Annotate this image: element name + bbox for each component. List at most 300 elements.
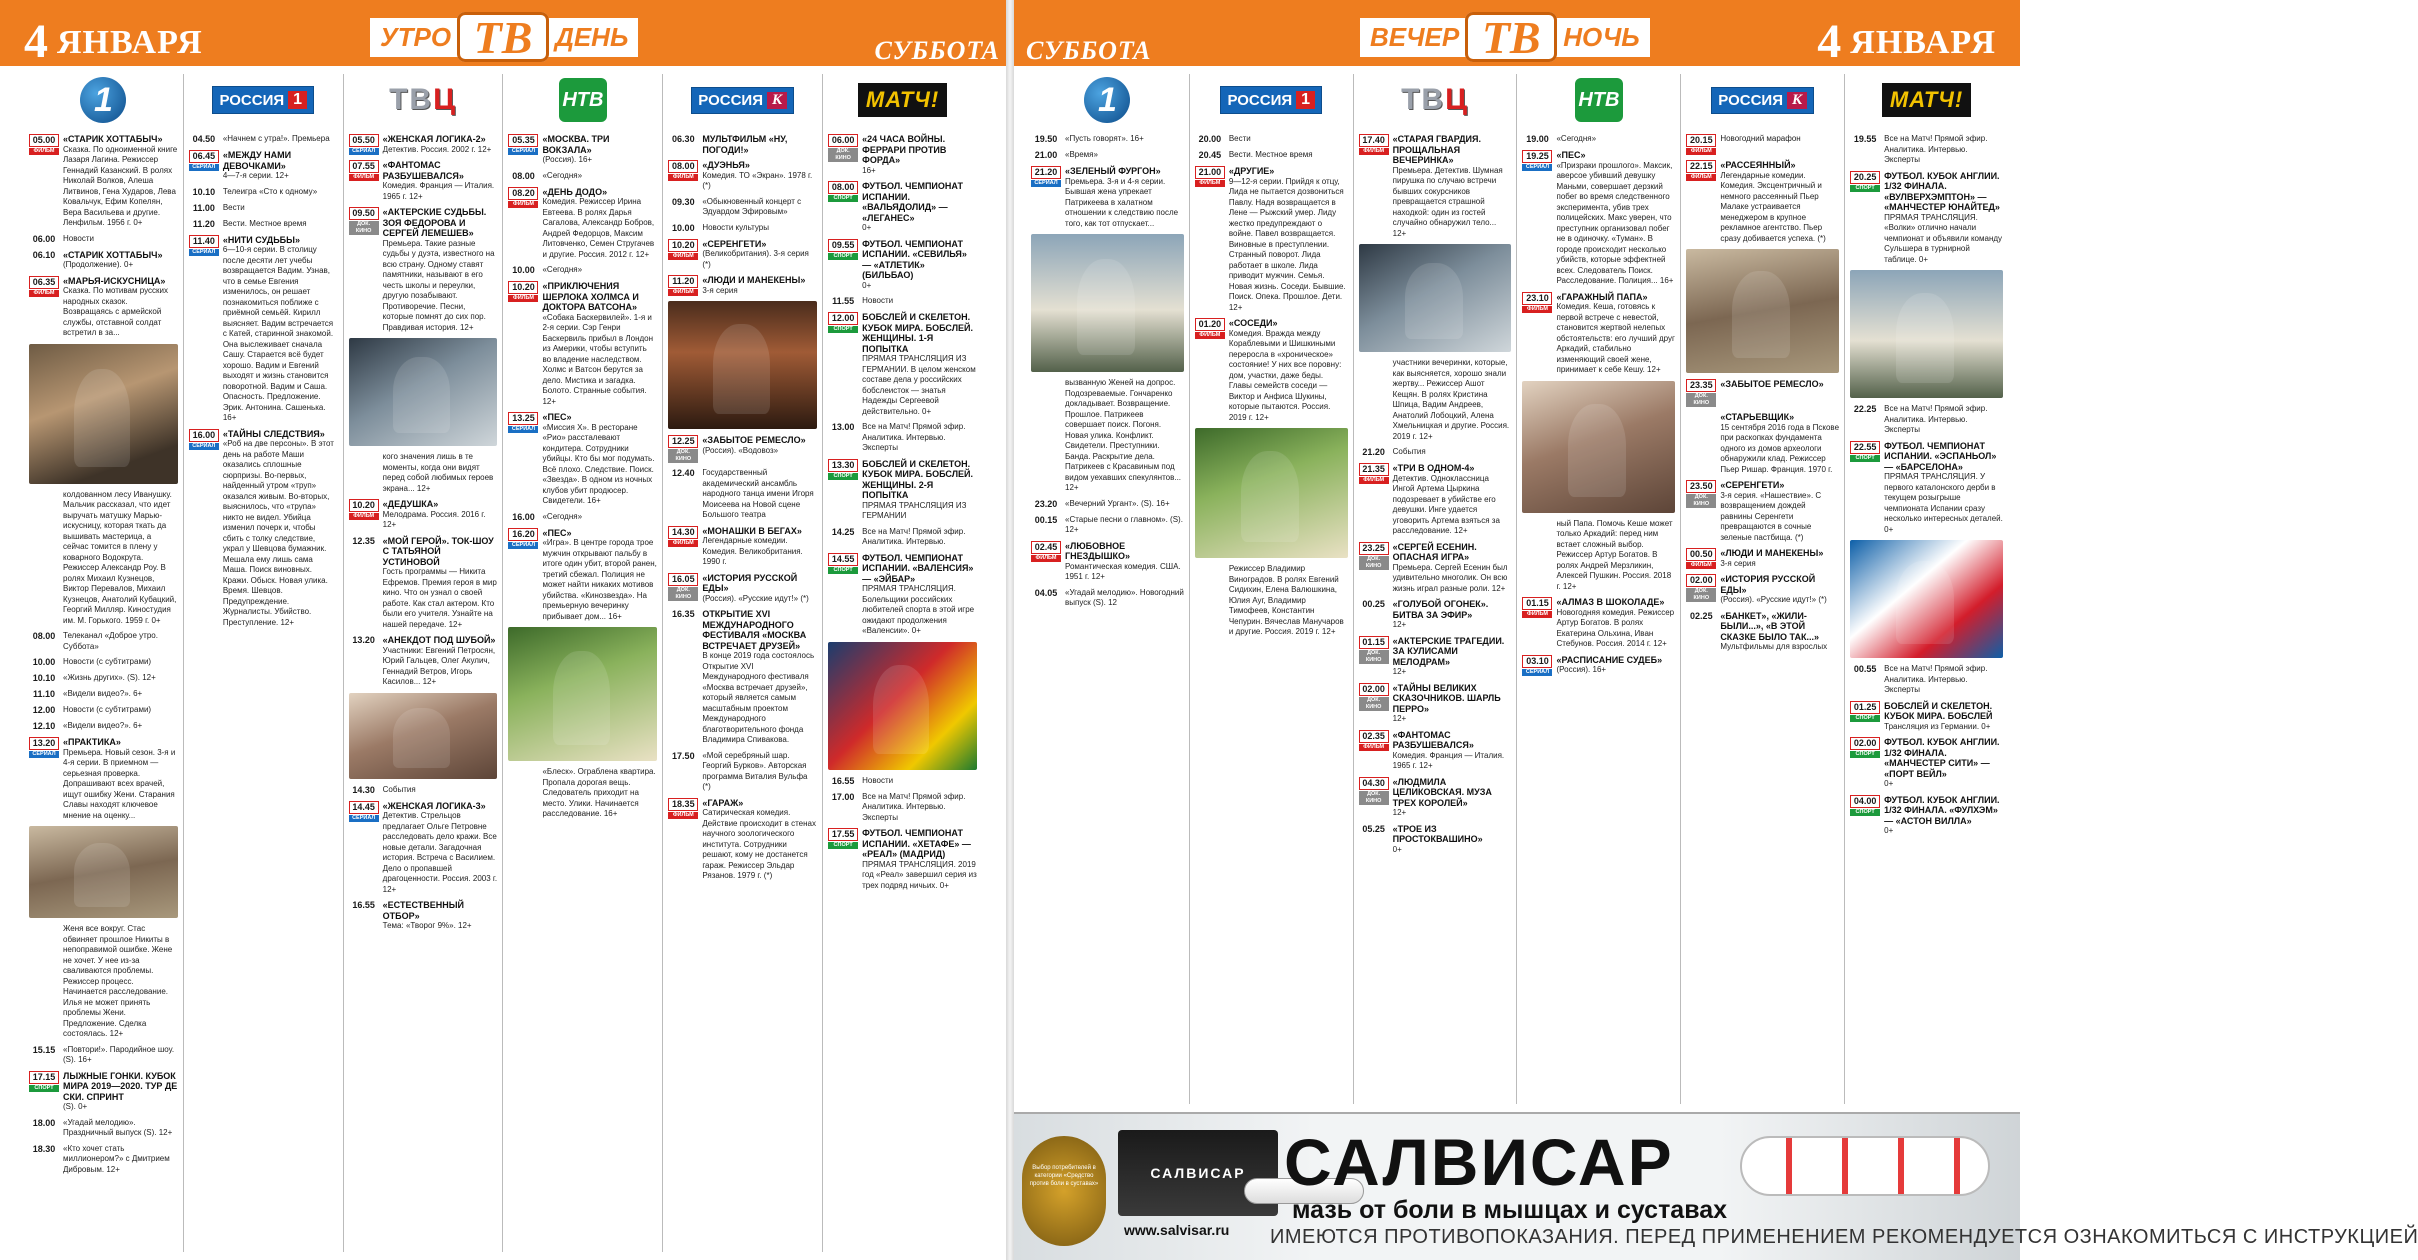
program-photo [29, 826, 178, 918]
program-entry[interactable] [29, 721, 178, 732]
program-text [1065, 378, 1184, 494]
program-entry[interactable] [29, 657, 178, 668]
program-entry[interactable] [1686, 412, 1839, 475]
time-cell [828, 553, 858, 637]
time-cell [1686, 160, 1716, 244]
award-badge-icon: Выбор потребителей в категории «Средство против боли в суставах» [1022, 1136, 1106, 1246]
program-description: 3-я серия [702, 285, 738, 295]
genre-label: ФИЛЬМ [1359, 148, 1389, 155]
program-title: «АКТЕРСКИЕ ТРАГЕДИИ. ЗА КУЛИСАМИ МЕЛОДРАМ» [1392, 635, 1505, 667]
program-entry[interactable] [1031, 515, 1184, 536]
program-entry[interactable] [668, 468, 817, 521]
program-entry[interactable] [349, 160, 498, 202]
program-description: Новости [862, 296, 894, 305]
genre-label: СЕРИАЛ [508, 542, 538, 549]
program-text [383, 160, 498, 202]
program-time: 17.55 [828, 828, 858, 841]
program-entry[interactable] [189, 134, 338, 145]
program-time: 17.50 [672, 750, 695, 761]
program-entry[interactable] [1850, 441, 2003, 536]
program-time: 14.30 [352, 784, 375, 795]
program-entry[interactable] [29, 631, 178, 652]
program-title: «МЕЖДУ НАМИ ДЕВОЧКАМИ» [222, 150, 292, 171]
program-entry[interactable] [1195, 150, 1348, 161]
program-entry[interactable] [29, 1144, 178, 1176]
program-entry[interactable] [668, 526, 817, 568]
genre-label: СЕРИАЛ [508, 148, 538, 155]
program-time: 10.20 [668, 239, 698, 252]
program-title: «ТРОЕ ИЗ ПРОСТОКВАШИНО» [1392, 823, 1483, 844]
program-description: Телеканал «Доброе утро. Суббота» [63, 631, 158, 651]
program-entry[interactable] [1522, 292, 1675, 376]
program-entry[interactable] [508, 265, 657, 276]
program-text [1556, 292, 1675, 376]
program-text [1229, 166, 1348, 313]
program-entry[interactable] [349, 452, 498, 494]
program-text [542, 281, 657, 407]
time-cell [29, 234, 59, 245]
program-time: 02.45 [1031, 541, 1061, 554]
program-entry[interactable] [508, 528, 657, 623]
program-entry[interactable] [29, 705, 178, 716]
time-cell [828, 527, 858, 548]
time-cell [828, 312, 858, 417]
program-title: «ДЕНЬ ДОДО» [542, 186, 608, 197]
time-cell [29, 1071, 59, 1113]
date-right: 4 ЯНВАРЯ [1817, 15, 1996, 68]
time-cell [29, 1144, 59, 1176]
program-description: «Сегодня» [542, 511, 583, 521]
program-time: 15.15 [32, 1044, 56, 1055]
program-entry[interactable] [828, 312, 977, 417]
program-time: 06.00 [32, 233, 56, 244]
program-text [542, 171, 657, 182]
program-entry[interactable] [29, 924, 178, 1040]
program-time: 11.00 [192, 202, 215, 213]
program-entry[interactable] [349, 207, 498, 333]
program-entry[interactable] [828, 181, 977, 234]
program-entry[interactable] [29, 490, 178, 627]
time-cell [668, 275, 698, 296]
program-description: Премьера. Сергей Есенин был удивительно многолик. Он всю жизнь играл разные роли. 12+ [1392, 562, 1508, 593]
program-entry[interactable] [668, 239, 817, 271]
genre-label: ДОК. КИНО [1359, 791, 1389, 805]
program-entry[interactable] [668, 275, 817, 296]
program-text [862, 553, 977, 637]
program-text [63, 657, 178, 668]
time-cell [1850, 701, 1880, 733]
program-time: 12.40 [672, 468, 695, 478]
program-description: Все на Матч! Прямой эфир. Аналитика. Интервью. Эксперты [1884, 404, 1988, 434]
time-cell [1850, 795, 1880, 837]
program-time: 00.25 [1362, 599, 1385, 609]
program-text [63, 250, 178, 271]
program-text [1229, 318, 1348, 423]
program-photo [668, 301, 817, 429]
program-text [702, 134, 817, 155]
program-entry[interactable] [1850, 404, 2003, 436]
program-time: 11.20 [192, 218, 215, 229]
program-entry[interactable] [1686, 160, 1839, 244]
program-description: «Жизнь других». (S). 12+ [63, 673, 156, 682]
program-title: «ДЕДУШКА» [382, 499, 439, 509]
program-description: Комедия. Вражда между Кораблевыми и Шишкиными переросла в «хроническое» состояние! У них все поровну: дом, участки, даже беды. Главы семейств соседи — Виктор и Анфиса Шукины, которые пытаются. Россия. 2019 г. 12+ [1228, 328, 1342, 422]
program-title: ФУТБОЛ. ЧЕМПИОНАТ ИСПАНИИ. «ВАЛЕНСИЯ» — «ЭЙБАР» [862, 552, 974, 584]
program-entry[interactable] [1686, 379, 1839, 407]
program-entry[interactable] [1850, 171, 2003, 266]
program-entry[interactable] [828, 296, 977, 307]
program-entry[interactable] [668, 223, 817, 234]
program-entry[interactable] [349, 635, 498, 688]
time-cell [29, 1118, 59, 1139]
program-entry[interactable] [1195, 318, 1348, 423]
program-entry[interactable] [349, 801, 498, 896]
program-title: ЛЫЖНЫЕ ГОНКИ. КУБОК МИРА 2019—2020. ТУР ДЕ СКИ. СПРИНТ [63, 1070, 178, 1102]
program-time: 01.25 [1850, 701, 1880, 714]
program-entry[interactable] [1031, 499, 1184, 510]
time-cell [189, 235, 219, 424]
program-title: «ИСТОРИЯ РУССКОЙ ЕДЫ» [1720, 574, 1816, 595]
program-title: ОТКРЫТИЕ XVI МЕЖДУНАРОДНОГО ФЕСТИВАЛЯ «МОСКВА ВСТРЕЧАЕТ ДРУЗЕЙ» [702, 609, 807, 651]
program-title: ФУТБОЛ. ЧЕМПИОНАТ ИСПАНИИ. «СЕВИЛЬЯ» — «АТЛЕТИК» (БИЛЬБАО) [862, 238, 967, 280]
program-entry[interactable] [828, 828, 977, 891]
time-cell [1850, 664, 1880, 696]
genre-label: ДОК. КИНО [1686, 588, 1716, 602]
program-text [383, 900, 498, 932]
program-title: ФУТБОЛ. ЧЕМПИОНАТ ИСПАНИИ. «ВАЛЬЯДОЛИД» — «ЛЕГАНЕС» [862, 181, 963, 223]
program-entry[interactable] [1359, 777, 1512, 819]
time-cell [1359, 730, 1389, 772]
time-cell [828, 296, 858, 307]
program-text [63, 631, 178, 652]
program-text [1720, 480, 1839, 543]
time-cell [668, 160, 698, 192]
program-entry[interactable] [828, 459, 977, 522]
time-cell [1522, 655, 1552, 676]
program-time: 11.20 [668, 275, 698, 288]
program-entry[interactable] [1359, 447, 1512, 458]
program-entry[interactable] [189, 187, 338, 198]
program-entry[interactable] [1686, 548, 1839, 569]
time-cell [1850, 737, 1880, 790]
program-entry[interactable] [1522, 519, 1675, 593]
program-entry[interactable] [349, 536, 498, 631]
program-title: «ЗАБЫТОЕ РЕМЕСЛО» [702, 435, 806, 445]
program-entry[interactable] [29, 134, 178, 229]
program-description: (Великобритания). 3-я серия (*) [702, 249, 809, 269]
program-entry[interactable] [189, 219, 338, 230]
program-description: «Сегодня» [542, 265, 583, 274]
program-entry[interactable] [1359, 463, 1512, 537]
genre-label: ФИЛЬМ [1359, 477, 1389, 484]
channel-column [502, 74, 662, 1252]
schedule-columns-right [1026, 74, 2008, 1104]
program-time: 05.50 [349, 134, 379, 147]
time-cell [668, 751, 698, 793]
program-title: «МАРЬЯ-ИСКУСНИЦА» [63, 275, 166, 286]
program-time: 19.25 [1522, 150, 1552, 163]
program-entry[interactable] [1359, 134, 1512, 239]
genre-label: ФИЛЬМ [29, 148, 59, 155]
time-cell [1359, 599, 1389, 631]
program-entry[interactable] [1031, 588, 1184, 609]
genre-label: СПОРТ [1850, 185, 1880, 192]
channel-column [1516, 74, 1680, 1104]
program-entry[interactable] [29, 737, 178, 821]
program-entry[interactable] [668, 573, 817, 605]
time-cell [1686, 574, 1716, 606]
program-text [862, 422, 977, 454]
program-entry[interactable] [668, 435, 817, 463]
program-entry[interactable] [508, 412, 657, 507]
program-entry[interactable] [1031, 378, 1184, 494]
program-entry[interactable] [1522, 655, 1675, 676]
program-entry[interactable] [668, 798, 817, 882]
program-entry[interactable] [1031, 541, 1184, 583]
program-entry[interactable] [349, 134, 498, 155]
channel-column [662, 74, 822, 1252]
program-text [1556, 150, 1675, 287]
program-entry[interactable] [668, 134, 817, 155]
program-entry[interactable] [508, 767, 657, 820]
program-entry[interactable] [508, 187, 657, 261]
program-text [1884, 171, 2003, 266]
genre-label: ФИЛЬМ [668, 174, 698, 181]
program-entry[interactable] [1195, 134, 1348, 145]
genre-label: ФИЛЬМ [668, 812, 698, 819]
program-time: 04.05 [1034, 587, 1058, 598]
program-time: 09.30 [672, 196, 695, 207]
program-entry[interactable] [29, 689, 178, 700]
program-time: 10.10 [192, 186, 216, 197]
time-cell [349, 160, 379, 202]
time-cell [1522, 292, 1552, 376]
program-text [542, 265, 657, 276]
program-text [1393, 358, 1512, 442]
program-description: «Игра». В центре города трое мужчин открывают пальбу в итоге один убит, второй ранен, третий сбежал. Полиция не может найти никаких мотивов убийства. «Кинозвезда». На премьерную вечеринку прибывает дом... 16+ [542, 538, 657, 621]
program-time: 06.00 [828, 134, 858, 147]
program-entry[interactable] [828, 792, 977, 824]
time-cell [29, 673, 59, 684]
salvisar-advertisement[interactable] [1014, 1112, 2418, 1260]
program-time: 22.25 [1853, 404, 1877, 414]
program-entry[interactable] [349, 785, 498, 796]
time-cell [1686, 548, 1716, 569]
program-entry[interactable] [668, 609, 817, 746]
program-entry[interactable] [1031, 166, 1184, 229]
program-entry[interactable] [1850, 664, 2003, 696]
program-entry[interactable] [1686, 611, 1839, 653]
genre-label: СПОРТ [828, 842, 858, 849]
genre-label: ФИЛЬМ [1195, 332, 1225, 339]
program-entry[interactable] [1359, 824, 1512, 856]
program-entry[interactable] [1031, 134, 1184, 145]
program-entry[interactable] [1686, 134, 1839, 155]
time-cell [1031, 150, 1061, 161]
time-cell [1195, 150, 1225, 161]
time-cell [1031, 166, 1061, 229]
program-entry[interactable] [29, 673, 178, 684]
program-title: «РАСПИСАНИЕ СУДЕБ» [1556, 654, 1663, 665]
program-time: 19.50 [1034, 134, 1058, 144]
genre-label: ФИЛЬМ [1195, 180, 1225, 187]
time-cell [349, 452, 379, 494]
program-time: 17.00 [831, 791, 855, 802]
program-time: 14.25 [831, 526, 855, 537]
program-photo [1195, 428, 1348, 558]
program-entry[interactable] [1195, 564, 1348, 638]
right-page [1014, 0, 2418, 1260]
time-cell [1850, 404, 1880, 436]
program-entry[interactable] [189, 429, 338, 629]
program-time: 10.20 [508, 281, 538, 294]
program-entry[interactable] [1359, 730, 1512, 772]
program-time: 13.00 [831, 422, 855, 432]
program-description: Вести [1228, 134, 1251, 143]
program-photo [508, 627, 657, 761]
program-description: «Блеск». Ограблена квартира. Пропала дорогая вещь. Следователь приходит на место. Улики. Начинается расследование. 16+ [542, 767, 656, 818]
program-entry[interactable] [29, 234, 178, 245]
program-text [63, 1118, 178, 1139]
genre-label: ДОК. КИНО [668, 587, 698, 601]
program-title: БОБСЛЕЙ И СКЕЛЕТОН. КУБОК МИРА. БОБСЛЕЙ. ЖЕНЩИНЫ. 1-Я ПОПЫТКА [862, 312, 973, 354]
program-description: «Мой серебряный шар. Георгий Бурков». Авторская программа Виталия Вульфа (*) [702, 750, 808, 791]
time-cell [1686, 134, 1716, 155]
program-entry[interactable] [1850, 134, 2003, 166]
program-entry[interactable] [828, 553, 977, 637]
program-description: вызванную Женей на допрос. Подозреваемые. Гончаренко докладывает. Возвращение. Прошлое. Патрикеев совершает поиск. Погоня. Новая улика. Конфликт. Свидетели. Преступники. Банда. Раскрытие дела. Патрикеев с Красавиным под видом уехавших спекулянтов... 12+ [1065, 378, 1182, 492]
program-text [1393, 636, 1512, 678]
genre-label: ДОК. КИНО [1686, 393, 1716, 407]
program-title: МУЛЬТФИЛЬМ «НУ, ПОГОДИ!» [702, 134, 788, 155]
tvc-logo-icon: ТВЦ [389, 83, 458, 116]
program-entry[interactable] [1522, 150, 1675, 287]
program-entry[interactable] [29, 1045, 178, 1066]
time-cell [1359, 134, 1389, 239]
program-entry[interactable] [1359, 358, 1512, 442]
program-entry[interactable] [1850, 737, 2003, 790]
program-entry[interactable] [1195, 166, 1348, 313]
tv-logo-icon: ТВ [457, 12, 549, 62]
time-cell [189, 219, 219, 230]
program-entry[interactable] [668, 160, 817, 192]
program-description: ПРЯМАЯ ТРАНСЛЯЦИЯ ИЗ ГЕРМАНИИ. В целом женском составе дела у российских бобслеисток — знатья Надежды Сергеевой действительно. 0+ [862, 354, 976, 416]
program-entry[interactable] [508, 171, 657, 182]
program-photo [1686, 249, 1839, 373]
time-cell [1031, 378, 1061, 494]
program-description: 0+ [1884, 779, 1894, 788]
program-entry[interactable] [189, 203, 338, 214]
program-time: 13.30 [828, 459, 858, 472]
program-entry[interactable] [189, 150, 338, 182]
time-cell [828, 776, 858, 787]
time-cell [349, 635, 379, 688]
program-entry[interactable] [828, 422, 977, 454]
program-entry[interactable] [828, 239, 977, 292]
program-entry[interactable] [1686, 574, 1839, 606]
program-entry[interactable] [1686, 480, 1839, 543]
logo-evening-night: ВЕЧЕР ТВ НОЧЬ [1360, 14, 1650, 60]
program-entry[interactable] [668, 751, 817, 793]
genre-label: ФИЛЬМ [29, 290, 59, 297]
program-text [1393, 447, 1512, 458]
program-time: 08.00 [512, 170, 535, 181]
program-entry[interactable] [1359, 542, 1512, 595]
program-text [702, 609, 817, 746]
genre-label: ДОК. КИНО [1359, 556, 1389, 570]
program-entry[interactable] [349, 499, 498, 531]
program-time: 21.00 [1195, 166, 1225, 179]
program-entry[interactable] [828, 776, 977, 787]
program-entry[interactable] [1850, 701, 2003, 733]
program-entry[interactable] [1359, 636, 1512, 678]
program-title: «ФАНТОМАС РАЗБУШЕВАЛСЯ» [382, 160, 464, 181]
ad-url-link[interactable]: www.salvisar.ru [1124, 1222, 1230, 1238]
program-entry[interactable] [828, 134, 977, 176]
program-text [702, 160, 817, 192]
program-title: «ЛЮДМИЛА ЦЕЛИКОВСКАЯ. МУЗА ТРЕХ КОРОЛЕЙ» [1392, 776, 1492, 808]
program-description: колдованном лесу Иванушку. Мальчик рассказал, что идет выручать матушку Марью-искусницу, которая ткать да вышивать мастерица, а сейчас томится в плену у коварного Водокрута. Режиссер Александр Роу. В ролях Михаил Кузнецов, Виктор Перевалов, Михаил Кузнецов, Анатолий Кубацкий, Георгий Милляр. Киностудия им. М. Горького. 1959 г. 0+ [63, 489, 177, 625]
program-time: 22.15 [1686, 160, 1716, 173]
program-time: 12.00 [828, 312, 858, 325]
program-time: 10.10 [32, 673, 56, 683]
program-description: Трансляция из Германии. 0+ [1884, 721, 1991, 731]
program-entry[interactable] [1359, 599, 1512, 631]
genre-label: ФИЛЬМ [349, 513, 379, 520]
genre-label: СПОРТ [828, 326, 858, 333]
program-entry[interactable] [668, 197, 817, 218]
program-entry[interactable] [1850, 795, 2003, 837]
program-entry[interactable] [508, 512, 657, 523]
russia-k-logo-icon: РОССИЯ К [1686, 74, 1839, 126]
time-cell [508, 512, 538, 523]
program-text [63, 737, 178, 821]
program-time: 14.30 [668, 526, 698, 539]
program-entry[interactable] [1359, 683, 1512, 725]
program-entry[interactable] [29, 250, 178, 271]
time-cell [29, 924, 59, 1040]
program-photo [1522, 381, 1675, 513]
program-entry[interactable] [508, 134, 657, 166]
program-entry[interactable] [189, 235, 338, 424]
program-text [1065, 134, 1184, 145]
program-description: «Призраки прошлого». Максик, аверсое убивший девушку Маньми, совершает дерзкий побег во время следственного эксперимента, убив трех полицейских. Макс уверен, что преступник организовал побег не в одиночку. «Туман». В городе происходит несколько убийств, которые эффектней всех. Следователь Поиск. Расследование. Полиция... 16+ [1556, 160, 1674, 285]
program-text [1556, 134, 1675, 145]
genre-label: ФИЛЬМ [668, 289, 698, 296]
program-entry[interactable] [508, 281, 657, 407]
program-entry[interactable] [349, 900, 498, 932]
program-entry[interactable] [29, 1118, 178, 1139]
time-cell [1195, 166, 1225, 313]
program-entry[interactable] [29, 276, 178, 339]
program-text [542, 767, 657, 820]
program-description: Комедия. ТО «Экран». 1978 г. (*) [702, 170, 813, 190]
time-cell [1359, 824, 1389, 856]
program-entry[interactable] [29, 1071, 178, 1113]
program-entry[interactable] [1031, 150, 1184, 161]
program-description: Комедия. Франция — Италия. 1965 г. 12+ [1392, 750, 1505, 770]
program-text [1065, 515, 1184, 536]
time-cell [828, 792, 858, 824]
program-entry[interactable] [1522, 134, 1675, 145]
genre-label: ФИЛЬМ [508, 201, 538, 208]
program-entry[interactable] [1522, 597, 1675, 650]
program-text [223, 134, 338, 145]
page-gutter [1006, 0, 1014, 1260]
program-description: «Начнем с утра!». Премьера [222, 134, 330, 143]
program-entry[interactable] [828, 527, 977, 548]
program-time: 17.40 [1359, 134, 1389, 147]
